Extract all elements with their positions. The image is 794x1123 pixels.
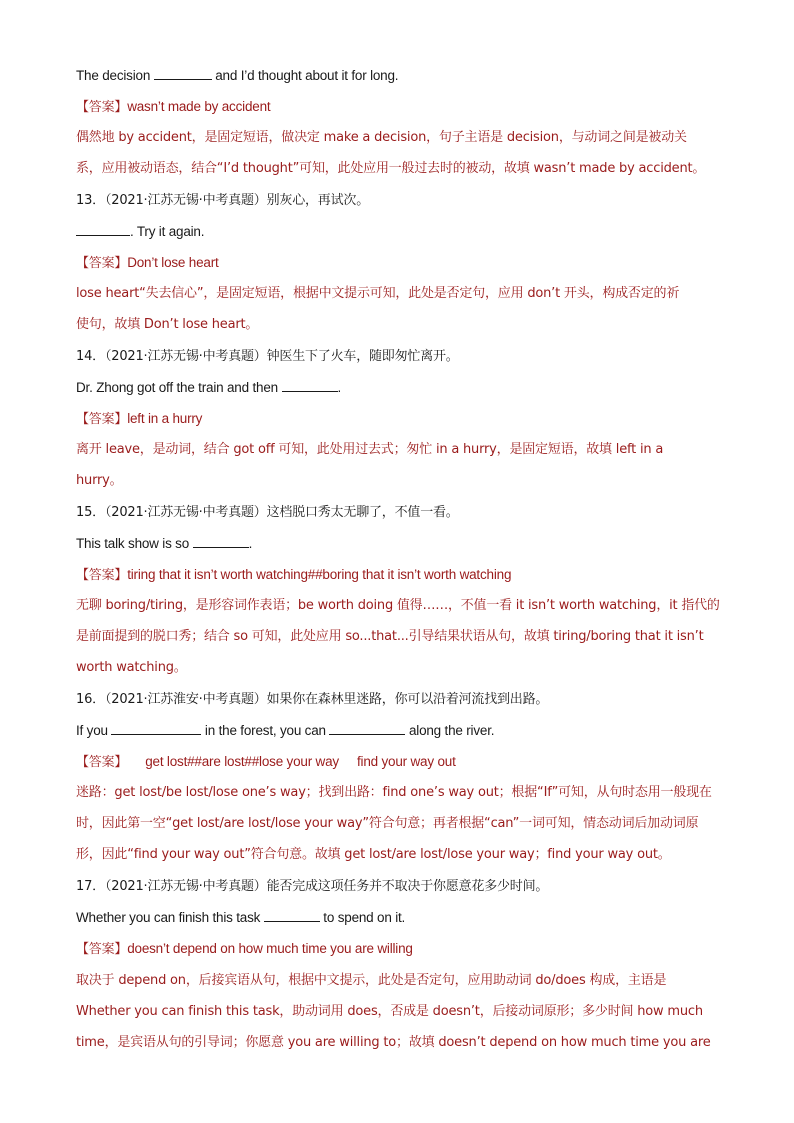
explanation-line: 迷路：get lost/be lost/lose one’s way；找到出路：find one’s way out；根据“If”可知，从句时态用一般现在 xyxy=(76,785,712,800)
explanation-line: hurry。 xyxy=(76,473,123,488)
blank xyxy=(264,909,320,922)
answer-line: 【答案】tiring that it isn’t worth watching##boring that it isn’t worth watching xyxy=(76,567,512,583)
explanation-line: 取决于 depend on，后接宾语从句，根据中文提示，此处是否定句，应用助动词 do/does 构成，主语是 xyxy=(76,973,667,988)
question-header: 13．（2021·江苏无锡·中考真题）别灰心，再试次。 xyxy=(76,193,369,208)
answer-line: 【答案】wasn’t made by accident xyxy=(76,99,271,115)
explanation-line: 形，因此“find your way out”符合句意。故填 get lost/are lost/lose your way；find your way out。 xyxy=(76,847,671,862)
answer-line: 【答案】left in a hurry xyxy=(76,411,203,427)
blank xyxy=(111,722,201,735)
blank xyxy=(76,223,130,236)
question-sentence: If you in the forest, you can along the river. xyxy=(76,723,495,738)
question-header: 17．（2021·江苏无锡·中考真题）能否完成这项任务并不取决于你愿意花多少时间。 xyxy=(76,879,549,894)
explanation-line: 是前面提到的脱口秀；结合 so 可知，此处应用 so...that...引导结果状语从句，故填 tiring/boring that it isn’t xyxy=(76,629,704,644)
question-sentence: The decision and I’d thought about it for long. xyxy=(76,68,399,83)
explanation-line: lose heart“失去信心”，是固定短语，根据中文提示可知，此处是否定句，应用 don’t 开头，构成否定的祈 xyxy=(76,286,680,301)
answer-line: 【答案】Don’t lose heart xyxy=(76,255,219,271)
question-sentence: Dr. Zhong got off the train and then . xyxy=(76,380,342,395)
blank xyxy=(329,722,405,735)
question-sentence: . Try it again. xyxy=(76,223,720,241)
explanation-line: worth watching。 xyxy=(76,660,187,675)
explanation-line: 偶然地 by accident，是固定短语，做决定 make a decision，句子主语是 decision，与动词之间是被动关 xyxy=(76,130,687,145)
explanation-line: 使句，故填 Don’t lose heart。 xyxy=(76,317,259,332)
question-header: 14．（2021·江苏无锡·中考真题）钟医生下了火车，随即匆忙离开。 xyxy=(76,349,459,364)
question-header: 15．（2021·江苏无锡·中考真题）这档脱口秀太无聊了，不值一看。 xyxy=(76,505,459,520)
question-sentence: This talk show is so . xyxy=(76,536,253,551)
explanation-line: Whether you can finish this task，助动词用 does，否成是 doesn’t，后接动词原形；多少时间 how much xyxy=(76,1004,703,1019)
explanation-line: 时，因此第一空“get lost/are lost/lose your way”符合句意；再者根据“can”一词可知，情态动词后加动词原 xyxy=(76,816,699,831)
question-header: 16．（2021·江苏淮安·中考真题）如果你在森林里迷路，你可以沿着河流找到出路。 xyxy=(76,692,549,707)
blank xyxy=(154,67,212,80)
question-sentence: Whether you can finish this task to spend on it. xyxy=(76,910,406,925)
answer-line: 【答案】doesn’t depend on how much time you are willing xyxy=(76,941,413,957)
explanation-line: 离开 leave，是动词，结合 got off 可知，此处用过去式；匆忙 in a hurry，是固定短语，故填 left in a xyxy=(76,442,664,457)
blank xyxy=(193,535,249,548)
blank xyxy=(282,379,338,392)
explanation-line: 系，应用被动语态，结合“I’d thought”可知，此处应用一般过去时的被动，故填 wasn’t made by accident。 xyxy=(76,161,706,176)
explanation-line: time，是宾语从句的引导词；你愿意 you are willing to；故填 doesn’t depend on how much time you are xyxy=(76,1035,711,1050)
explanation-line: 无聊 boring/tiring，是形容词作表语；be worth doing 值得……，不值一看 it isn’t worth watching，it 指代的 xyxy=(76,598,720,613)
answer-line: 【答案】 get lost##are lost##lose your way find your way out xyxy=(76,754,456,770)
